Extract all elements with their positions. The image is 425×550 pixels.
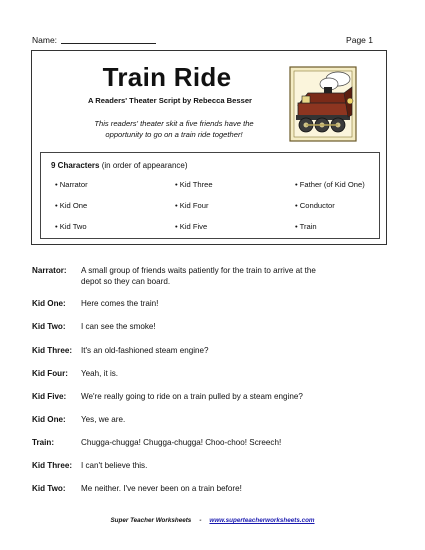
speaker-name: Kid Five: (32, 392, 67, 401)
character-item: • Kid Four (175, 201, 209, 210)
intro-line-1: This readers' theater skit a five friends have the (94, 119, 254, 128)
speaker-name: Kid Two: (32, 322, 66, 331)
dialogue-text: Chugga-chugga! Chugga-chugga! Choo-choo! Screech! (81, 438, 282, 447)
characters-box (40, 152, 380, 239)
dialogue-text: I can see the smoke! (81, 322, 156, 331)
character-item: • Train (295, 222, 317, 231)
name-field (32, 35, 156, 45)
dialogue-text: Me neither. I've never been on a train before! (81, 484, 242, 493)
dialogue-text: Yes, we are. (81, 415, 126, 424)
character-item: • Father (of Kid One) (295, 180, 365, 189)
title-box (31, 50, 387, 245)
subtitle: A Readers' Theater Script by Rebecca Besser (87, 96, 253, 105)
footer (0, 517, 425, 524)
intro-line-2: opportunity to go on a train ride together! (105, 130, 243, 139)
footer-separator: - (199, 517, 202, 524)
character-item: • Kid Three (175, 180, 213, 189)
dialogue-text: It's an old-fashioned steam engine? (81, 346, 209, 355)
character-item: • Kid Two (55, 222, 87, 231)
speaker-name: Kid Three: (32, 461, 73, 470)
dialogue-text (81, 265, 373, 287)
dialogue-text: Here comes the train! (81, 299, 159, 308)
dialogue-line: depot so they can board. (81, 277, 171, 286)
footer-brand: Super Teacher Worksheets (110, 517, 192, 524)
dialogue-line: A small group of friends waits patiently for the train to arrive at the (81, 266, 316, 275)
steam-train-illustration (288, 65, 358, 143)
characters-count: 9 Characters (51, 161, 100, 170)
character-item: • Narrator (55, 180, 88, 189)
character-item: • Conductor (295, 201, 335, 210)
speaker-name: Narrator: (32, 266, 67, 275)
dialogue-text: I can't believe this. (81, 461, 148, 470)
speaker-name: Train: (32, 438, 55, 447)
speaker-name: Kid One: (32, 299, 66, 308)
footer-link[interactable]: www.superteacherworksheets.com (209, 517, 315, 524)
name-label: Name: (32, 35, 58, 45)
dialogue-text: Yeah, it is. (81, 369, 119, 378)
characters-heading-note: (in order of appearance) (99, 161, 188, 170)
page-number: Page 1 (346, 35, 373, 45)
speaker-name: Kid Two: (32, 484, 66, 493)
page-title: Train Ride (102, 62, 232, 92)
speaker-name: Kid One: (32, 415, 66, 424)
intro-text (54, 118, 294, 140)
dialogue-text: We're really going to ride on a train pulled by a steam engine? (81, 392, 303, 401)
characters-list (55, 180, 381, 232)
characters-heading (51, 161, 188, 170)
speaker-name: Kid Three: (32, 346, 73, 355)
speaker-name: Kid Four: (32, 369, 68, 378)
character-item: • Kid One (55, 201, 88, 210)
character-item: • Kid Five (175, 222, 208, 231)
name-blank-line[interactable] (61, 43, 156, 44)
